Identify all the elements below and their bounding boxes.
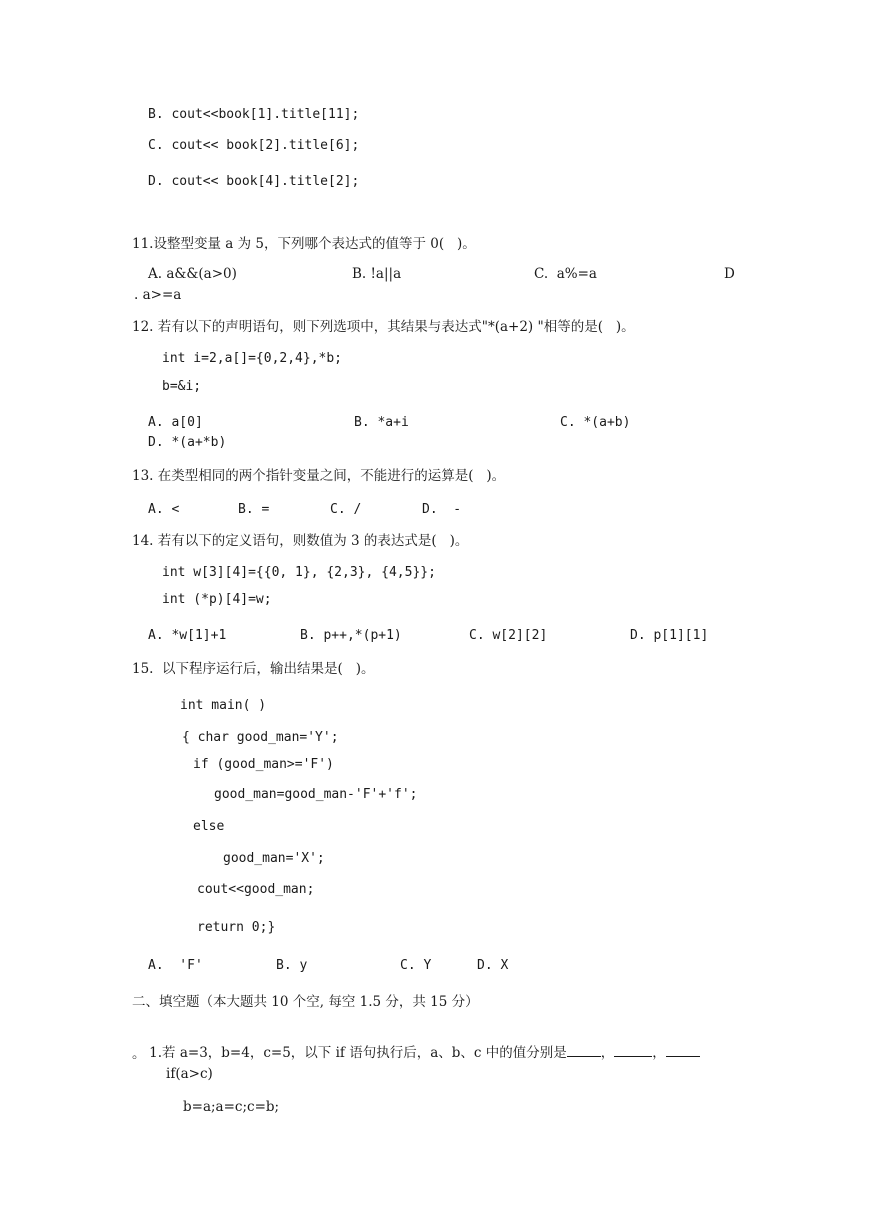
q12-code-line-1: int i=2,a[]={0,2,4},*b;: [162, 351, 343, 366]
q12-option-a: A. a[0]: [148, 415, 203, 430]
q15-code-line: cout<<good_man;: [197, 882, 315, 897]
fill-1-separator: ，: [600, 1044, 615, 1061]
q14-code-line-1: int w[3][4]={{0, 1}, {2,3}, {4,5}};: [162, 565, 436, 580]
q11-stem: 11.设整型变量 a 为 5，下列哪个表达式的值等于 0( )。: [132, 236, 476, 252]
q11-option-b: B. !a||a: [352, 266, 402, 282]
q10-option-d: D. cout<< book[4].title[2];: [148, 174, 360, 189]
q14-code-line-2: int (*p)[4]=w;: [162, 592, 272, 607]
q15-option-c: C. Y: [400, 958, 432, 973]
q14-option-d: D. p[1][1]: [630, 628, 709, 643]
q15-code-line: { char good_man='Y';: [182, 730, 339, 745]
fill-1-code-line-1: if(a>c): [166, 1066, 213, 1082]
q13-option-d: D. -: [422, 502, 462, 517]
fill-1-stem-text: 1.若 a=3，b=4，c=5，以下 if 语句执行后，a、b、c 中的值分别是: [149, 1044, 567, 1061]
q13-option-b: B. =: [238, 502, 270, 517]
q11-option-c: C. a%=a: [534, 266, 597, 282]
answer-blank-c[interactable]: [666, 1043, 700, 1057]
q12-option-c: C. *(a+b): [560, 415, 631, 430]
fill-1-stem: [132, 1029, 700, 1074]
fill-1-period: 。: [132, 1046, 146, 1062]
q12-code-line-2: b=&i;: [162, 379, 202, 394]
q13-option-a: A. <: [148, 502, 180, 517]
q15-option-a: A. 'F': [148, 958, 203, 973]
q14-option-a: A. *w[1]+1: [148, 628, 227, 643]
q14-option-c: C. w[2][2]: [469, 628, 548, 643]
q10-option-b: B. cout<<book[1].title[11];: [148, 107, 360, 122]
q13-option-c: C. /: [330, 502, 362, 517]
q10-option-c: C. cout<< book[2].title[6];: [148, 138, 360, 153]
q14-option-b: B. p++,*(p+1): [300, 628, 402, 643]
answer-blank-b[interactable]: [614, 1043, 652, 1057]
q15-option-b: B. y: [276, 958, 308, 973]
q15-code-line: int main( ): [180, 698, 267, 713]
q12-stem: 12. 若有以下的声明语句，则下列选项中，其结果与表达式"*(a+2) "相等的是( )。: [132, 319, 635, 335]
q11-option-d-letter: D: [724, 266, 735, 282]
fill-1-separator: ，: [652, 1044, 666, 1061]
q11-option-a: A. a&&(a>0): [148, 266, 237, 282]
q14-stem: 14. 若有以下的定义语句，则数值为 3 的表达式是( )。: [132, 533, 469, 549]
q12-option-d: D. *(a+*b): [148, 435, 227, 450]
q15-code-line: good_man='X';: [223, 851, 325, 866]
q13-stem: 13. 在类型相同的两个指针变量之间，不能进行的运算是( )。: [132, 468, 506, 484]
q15-code-line: return 0;}: [197, 920, 276, 935]
fill-1-code-line-2: b=a;a=c;c=b;: [183, 1099, 280, 1115]
q15-code-line: if (good_man>='F'): [193, 757, 334, 772]
section-2-title: 二、填空题（本大题共 10 个空, 每空 1.5 分，共 15 分）: [132, 994, 479, 1010]
q15-stem: 15. 以下程序运行后，输出结果是( )。: [132, 661, 375, 677]
q11-option-d-text: . a>=a: [134, 287, 182, 303]
q15-option-d: D. X: [477, 958, 509, 973]
q12-option-b: B. *a+i: [354, 415, 409, 430]
q15-code-line: else: [193, 819, 225, 834]
answer-blank-a[interactable]: [567, 1043, 601, 1057]
q15-code-line: good_man=good_man-'F'+'f';: [214, 787, 418, 802]
